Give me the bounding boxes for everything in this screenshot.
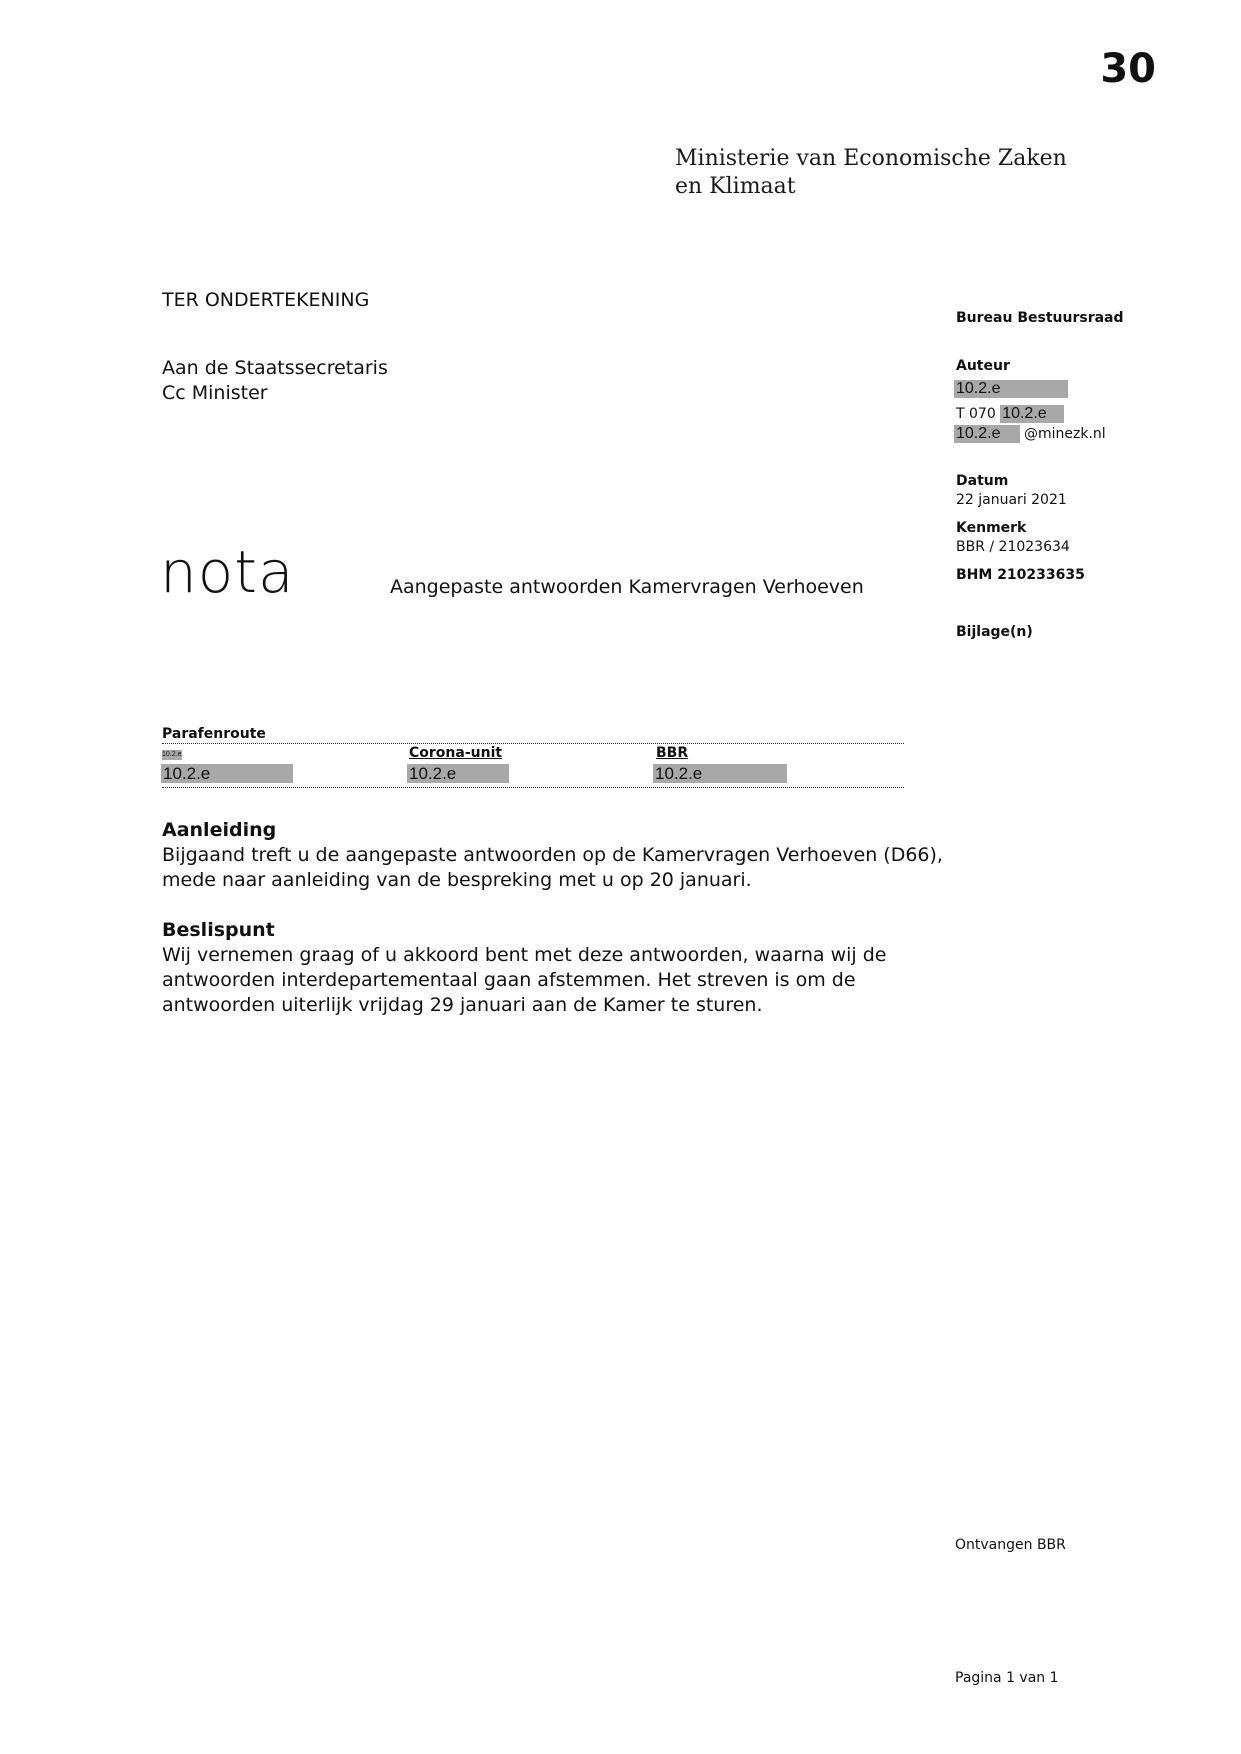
phone-line <box>956 405 1064 423</box>
ministry-name <box>675 145 1067 201</box>
route-col-2-head: Corona-unit <box>409 745 503 761</box>
reference-value: BBR / 21023634 <box>956 539 1070 555</box>
parafenroute-title: Parafenroute <box>162 726 266 742</box>
signing-label: TER ONDERTEKENING <box>162 289 370 311</box>
table-bottom-divider <box>162 787 904 788</box>
recipient: Aan de Staatssecretaris <box>162 357 388 379</box>
route-col-1-value: 10.2.e <box>161 764 293 783</box>
ministry-line-1: Ministerie van Economische Zaken <box>675 146 1067 171</box>
cc-recipient: Cc Minister <box>162 382 268 404</box>
beslispunt-line-1: Wij vernemen graag of u akkoord bent met deze antwoorden, waarna wij de <box>162 944 887 966</box>
beslispunt-line-3: antwoorden uiterlijk vrijdag 29 januari aan de Kamer te sturen. <box>162 994 763 1016</box>
table-top-divider <box>162 743 904 744</box>
email-redacted: 10.2.e <box>954 425 1020 443</box>
received-stamp: Ontvangen BBR <box>955 1537 1066 1553</box>
route-col-2-value: 10.2.e <box>407 764 509 783</box>
route-col-3-head: BBR <box>656 745 689 761</box>
aanleiding-body <box>162 843 943 893</box>
reference-label: Kenmerk <box>956 520 1027 536</box>
date-label: Datum <box>956 473 1009 489</box>
author-label: Auteur <box>956 358 1010 374</box>
phone-prefix: T 070 <box>956 406 996 422</box>
beslispunt-body <box>162 943 887 1018</box>
subject: Aangepaste antwoorden Kamervragen Verhoeven <box>390 576 864 598</box>
page-number: 30 <box>1100 46 1156 92</box>
route-col-1-head-redacted: 10.2.e <box>162 751 182 758</box>
beslispunt-heading: Beslispunt <box>162 919 275 941</box>
attachments-label: Bijlage(n) <box>956 624 1033 640</box>
email-line <box>954 425 1106 443</box>
author-redacted: 10.2.e <box>954 380 1068 398</box>
aanleiding-line-2: mede naar aanleiding van de bespreking met u op 20 januari. <box>162 869 752 891</box>
ministry-line-2: en Klimaat <box>675 174 796 199</box>
beslispunt-line-2: antwoorden interdepartementaal gaan afstemmen. Het streven is om de <box>162 969 856 991</box>
document-type: nota <box>160 538 295 606</box>
pagination: Pagina 1 van 1 <box>955 1670 1059 1686</box>
department: Bureau Bestuursraad <box>956 310 1124 326</box>
bhm-number: BHM 210233635 <box>956 567 1085 583</box>
phone-redacted: 10.2.e <box>1000 405 1064 423</box>
aanleiding-heading: Aanleiding <box>162 819 277 841</box>
date-value: 22 januari 2021 <box>956 492 1067 508</box>
route-col-1-head <box>162 745 182 764</box>
email-suffix: @minezk.nl <box>1024 426 1106 442</box>
aanleiding-line-1: Bijgaand treft u de aangepaste antwoorden op de Kamervragen Verhoeven (D66), <box>162 844 943 866</box>
route-col-3-value: 10.2.e <box>653 764 787 783</box>
